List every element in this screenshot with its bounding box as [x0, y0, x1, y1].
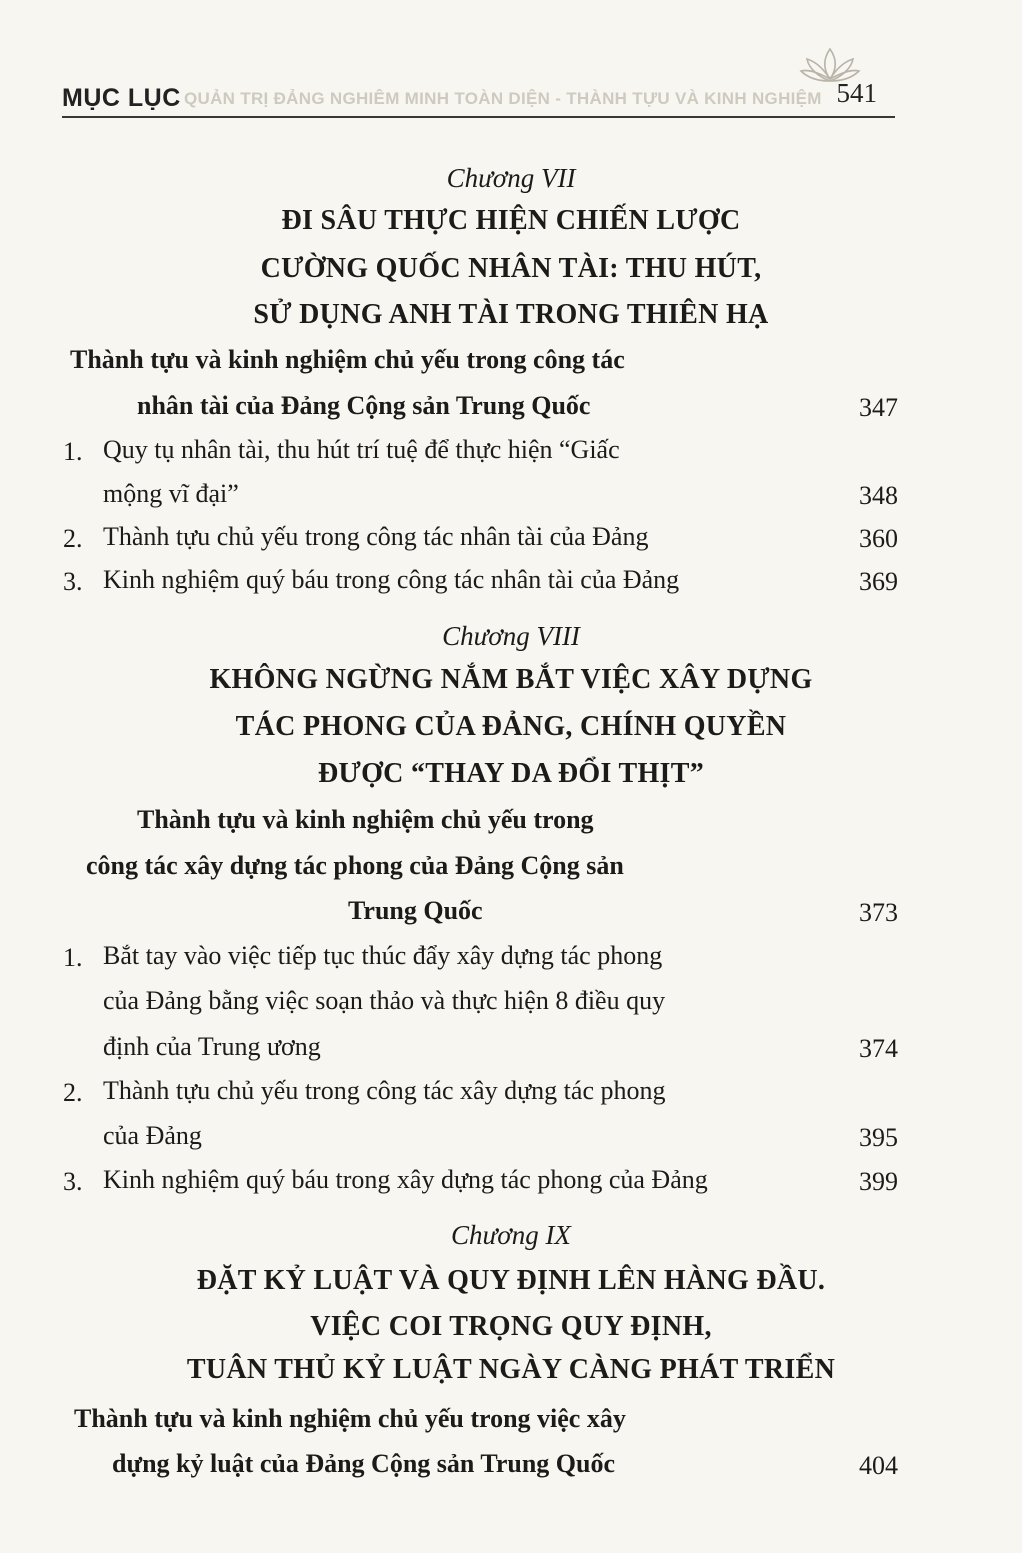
section-title-line: nhân tài của Đảng Cộng sản Trung Quốc	[137, 391, 591, 420]
toc-entry-text: định của Trung ương	[103, 1032, 321, 1061]
toc-entry-text: mộng vĩ đại”	[103, 479, 239, 508]
toc-entry-number: 2.	[63, 1078, 83, 1107]
toc-entry-number: 1.	[63, 437, 83, 466]
chapter-label: Chương VIII	[442, 621, 580, 651]
section-title-line: Thành tựu và kinh nghiệm chủ yếu trong	[137, 805, 594, 834]
toc-entry-number: 3.	[63, 567, 83, 596]
toc-entry-text: Kinh nghiệm quý báu trong công tác nhân tài của Đảng	[103, 565, 680, 594]
toc-entry-text: Bắt tay vào việc tiếp tục thúc đẩy xây dựng tác phong	[103, 941, 663, 970]
toc-entry-text: Thành tựu chủ yếu trong công tác nhân tài của Đảng	[103, 522, 649, 551]
toc-entry-text: Kinh nghiệm quý báu trong xây dựng tác phong của Đảng	[103, 1165, 708, 1194]
chapter-title-line: ĐẶT KỶ LUẬT VÀ QUY ĐỊNH LÊN HÀNG ĐẦU.	[196, 1265, 826, 1296]
toc-page-number: 347	[859, 393, 898, 422]
toc-entry-text: của Đảng bằng việc soạn thảo và thực hiện 8 điều quy	[103, 986, 666, 1015]
toc-page-number: 373	[859, 898, 898, 927]
section-title-line: Thành tựu và kinh nghiệm chủ yếu trong việc xây	[74, 1404, 626, 1433]
chapter-label: Chương VII	[446, 163, 576, 193]
toc-entry-text: của Đảng	[103, 1121, 202, 1150]
toc-page-number: 348	[859, 481, 898, 510]
toc-entry-number: 2.	[63, 524, 83, 553]
section-title-line: dựng kỷ luật của Đảng Cộng sản Trung Quốc	[112, 1449, 616, 1478]
chapter-label: Chương IX	[451, 1220, 571, 1250]
toc-page-number: 395	[859, 1123, 898, 1152]
toc-entry-text: Thành tựu chủ yếu trong công tác xây dựng tác phong	[103, 1076, 666, 1105]
toc-entry-text: Quy tụ nhân tài, thu hút trí tuệ để thực hiện “Giấc	[103, 435, 620, 464]
chapter-title-line: TÁC PHONG CỦA ĐẢNG, CHÍNH QUYỀN	[235, 711, 787, 742]
toc-page-number: 369	[859, 567, 898, 596]
page-number: 541	[836, 78, 877, 108]
section-title-line: công tác xây dựng tác phong của Đảng Cộng sản	[86, 851, 624, 880]
header-section-title: MỤC LỤC	[62, 84, 181, 112]
toc-page-number: 399	[859, 1167, 898, 1196]
section-title-line: Trung Quốc	[348, 896, 483, 925]
chapter-title-line: KHÔNG NGỪNG NẮM BẮT VIỆC XÂY DỰNG	[209, 664, 813, 695]
chapter-title-line: SỬ DỤNG ANH TÀI TRONG THIÊN HẠ	[253, 299, 769, 330]
chapter-title-line: ĐI SÂU THỰC HIỆN CHIẾN LƯỢC	[281, 205, 741, 236]
running-header	[62, 72, 895, 120]
toc-entry-number: 1.	[63, 943, 83, 972]
chapter-title-line: CƯỜNG QUỐC NHÂN TÀI: THU HÚT,	[260, 253, 762, 284]
header-rule	[62, 116, 895, 118]
chapter-title-line: ĐƯỢC “THAY DA ĐỔI THỊT”	[317, 758, 704, 789]
chapter-title-line: VIỆC COI TRỌNG QUY ĐỊNH,	[310, 1311, 712, 1342]
toc-page-number: 374	[859, 1034, 898, 1063]
header-book-title: QUẢN TRỊ ĐẢNG NGHIÊM MINH TOÀN DIỆN - THÀNH TỰU VÀ KINH NGHIỆM	[184, 89, 822, 108]
toc-entry-number: 3.	[63, 1167, 83, 1196]
toc-page-number: 360	[859, 524, 898, 553]
toc-page-number: 404	[859, 1451, 898, 1480]
section-title-line: Thành tựu và kinh nghiệm chủ yếu trong công tác	[70, 345, 625, 374]
chapter-title-line: TUÂN THỦ KỶ LUẬT NGÀY CÀNG PHÁT TRIỂN	[186, 1354, 836, 1385]
